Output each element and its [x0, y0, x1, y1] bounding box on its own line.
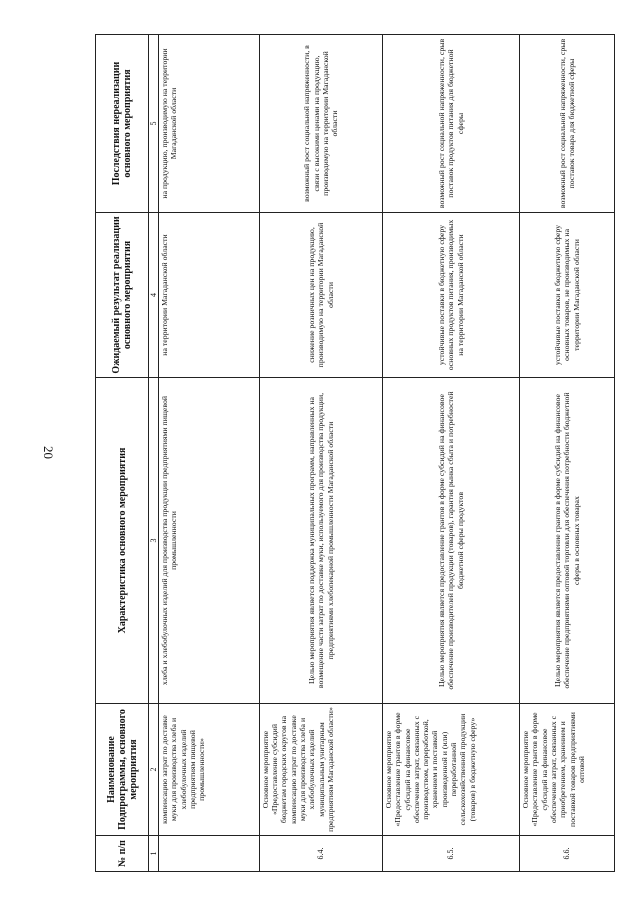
header-consequences: Последствия нереализации основного мероприятия — [96, 35, 149, 213]
column-number: 5 — [149, 35, 159, 213]
column-number: 4 — [149, 213, 159, 378]
measure-characteristic: Целью мероприятия является предоставление грантов в форме субсидий на финансовое обеспечение предприятиями оптовой торговли для обеспечения потребности бюджетной сферы в основных товарах — [520, 378, 615, 704]
header-row — [96, 35, 149, 872]
column-number: 3 — [149, 378, 159, 704]
row-number: 6.4. — [259, 836, 382, 872]
expected-result: устойчивые поставки в бюджетную сферу основных продуктов питания, производимых на территории Магаданской области — [382, 213, 519, 378]
measure-name: Основное мероприятие «Предоставление грантов в форме субсидий на финансовое обеспечение затрат, связанных с приобретением, хранением и поставкой товаров предприятиями оптовой — [520, 704, 615, 836]
table-row — [382, 35, 519, 872]
measure-characteristic: Целью мероприятия является поддержка муниципальных программ, направленных на возмещение части затрат по доставке муки, используемого для производства продукции, предприятиями хлебопекарной промышленности Магаданской области — [259, 378, 382, 704]
row-number — [159, 836, 260, 872]
expected-result: устойчивые поставки в бюджетную сферу основных товаров, не производимых на территории Магаданской области — [520, 213, 615, 378]
measures-table — [95, 34, 615, 872]
header-expected-result: Ожидаемый результат реализации основного мероприятия — [96, 213, 149, 378]
consequences: возможный рост социальной напряженности, срыв поставок продуктов питания для бюджетной сферы — [382, 35, 519, 213]
consequences: возможный рост социальной напряженности, в связи с высокими ценами на продукцию, производимую на территории Магаданской области — [259, 35, 382, 213]
rotated-table-container — [95, 35, 615, 872]
measure-name: компенсацию затрат по доставке муки для производства хлеба и хлебобулочных изделий предприятиям пищевой промышленности» — [159, 704, 260, 836]
table-row — [259, 35, 382, 872]
header-characteristic: Характеристика основного мероприятия — [96, 378, 149, 704]
measure-name: Основное мероприятие «Предоставление субсидий бюджетам городских округов на компенсацию затрат по доставке муки для производства хлеба и хлебобулочных изделий муниципальным унитарным предприятиям Магаданской области» — [259, 704, 382, 836]
column-number: 2 — [149, 704, 159, 836]
row-number: 6.6. — [520, 836, 615, 872]
column-number: 1 — [149, 836, 159, 872]
page-number: 20 — [41, 445, 56, 459]
measure-name: Основное мероприятие «Предоставление грантов в форме субсидий на финансовое обеспечение затрат, связанных с производством, переработкой, хранением и поставкой произведенной и (или) переработанной сельскохозяйственной продукции (товаров) в бюджетную сферу» — [382, 704, 519, 836]
row-number: 6.5. — [382, 836, 519, 872]
expected-result: снижение розничных цен на продукцию, производимую на территории Магаданской области — [259, 213, 382, 378]
consequences: возможный рост социальной напряженности, срыв поставок товара для бюджетной сферы — [520, 35, 615, 213]
measure-characteristic: хлеба и хлебобулочных изделий для производства продукции предприятиями пищевой промышленности — [159, 378, 260, 704]
header-name: Наименование Подпрограммы, основного мероприятия — [96, 704, 149, 836]
measure-characteristic: Целью мероприятия является предоставление грантов в форме субсидий на финансовое обеспечение производителей продукции (товаров), гарантия рынка сбыта и потребностей бюджетной сферы продуктов — [382, 378, 519, 704]
table-row — [159, 35, 260, 872]
header-number: № п/п — [96, 836, 149, 872]
expected-result: на территории Магаданской области — [159, 213, 260, 378]
column-number-row — [149, 35, 159, 872]
table-row — [520, 35, 615, 872]
consequences: на продукцию, производимую на территории Магаданской области — [159, 35, 260, 213]
